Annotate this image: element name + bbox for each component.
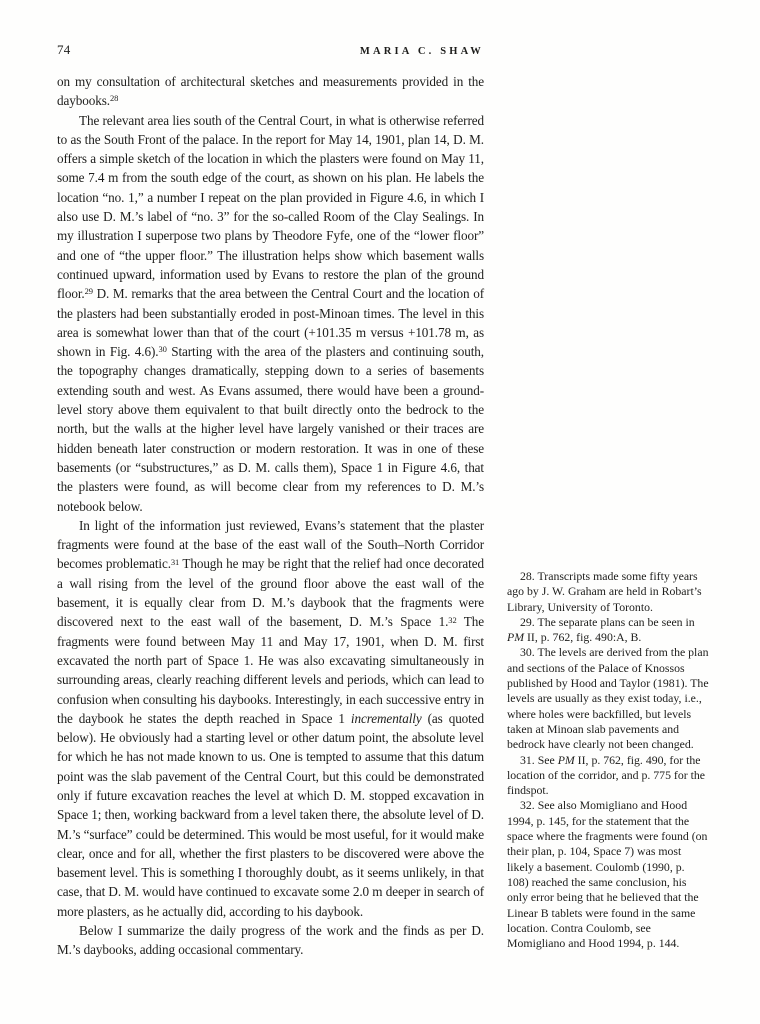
paragraph: The relevant area lies south of the Central Court, in what is otherwise referred to as the South Front of the palace. In the report for May 14, 1901, plan 14, D. M. offers a simple sketch of the location in which the plasters were found on May 11, some 7.4 m from the south edge of the court, as shown on his plan. He labels the location “no. 1,” a number I repeat on the plan provided in Figure 4.6, in which I also use D. M.’s label of “no. 3” for the so-called Room of the Clay Sealings. In my illustration I superpose two plans by Theodore Fyfe, one of the “lower floor” and one of “the upper floor.” The illustration helps show which basement walls continued upward, information used by Evans to restore the plan of the ground floor.$^{29}$ D. M. remarks that the area between the Central Court and the location of the plasters had been substantially eroded in post-Minoan times. The level in this area is somewhat lower than that of the court (+101.35 m versus +101.78 m, as shown in Fig. 4.6).$^{30}$ Starting with the area of the plasters and continuing south, the topography changes dramatically, stepping down to a series of basements extending south and west. As Evans assumed, there would have been a ground-level story above them equivalent to that built directly onto the bedrock to the north, but the walls at the higher level have largely vanished or their traces are hidden beneath later construction or modern restoration. It was in one of these basements (or “substructures,” as D. M. calls them), Space 1 in Figure 4.6, that the plasters were found, as will become clear from my references to D. M.’s notebook below. xyxy=(57,112,484,514)
running-head: MARIA C. SHAW xyxy=(359,46,484,57)
footnote: 30. The levels are derived from the plan and sections of the Palace of Knossos published by Hood and Taylor (1981). The levels are usually as they exist today, i.e., where holes were backfilled, but levels taken at Minoan slab pavements and bedrock have clearly not been changed. xyxy=(507,645,709,752)
footnote: 32. See also Momigliano and Hood 1994, p. 145, for the statement that the space where the fragments were found (on their plan, p. 104, Space 7) was most likely a basement. Coulomb (1990, p. 108) reached the same conclusion, his only error being that he believed that the Linear B tablets were found in the same location. Contra Coulomb, see Momigliano and Hood 1994, p. 144. xyxy=(507,798,708,951)
page-header xyxy=(57,42,484,58)
footnote: 28. Transcripts made some fifty years ago by J. W. Graham are held in Robart’s Library, University of Toronto. xyxy=(507,569,702,614)
main-text-column xyxy=(57,72,484,960)
footnotes-column xyxy=(507,569,709,951)
paragraph: Below I summarize the daily progress of the work and the finds as per D. M.’s daybooks, adding occasional commentary. xyxy=(57,923,484,958)
paragraph: In light of the information just reviewed, Evans’s statement that the plaster fragments were found at the base of the east wall of the South–North Corridor becomes problematic.$^{31}$ Though he may be right that the relief had once decorated a wall rising from the level of the ground floor above the east wall of the basement, it is equally clear from D. M.’s daybook that the fragments were discovered next to the east wall of the basement, D. M.’s Space 1.32 The fragments were found between May 11 and May 17, 1901, when D. M. first excavated the north part of Space 1. He was also excavating simultaneously in surrounding areas, clearly reaching different levels and periods, which can lead to confusion when consulting his daybooks. Interestingly, in each successive entry in the daybook he states the depth reached in Space 1 incrementally (as quoted below). He obviously had a starting level or other datum point, the absolute level for which he has not made known to us. One is tempted to assume that this datum point was the slab pavement of the Central Court, but this could be demonstrated only if future excavation reaches the level at which D. M. stopped excavation in Space 1; then, working backward from a level taken there, the absolute level of D. M.’s “surface” could be determined. This would be most useful, for it would make clear, once and for all, whether the first plasters to be discovered were above the basement level. This is something I thoroughly doubt, as it seems unlikely, in that case, that D. M. would have continued to excavate some 2.0 m deeper in search of more plasters, as he actually did, according to his daybook. xyxy=(57,517,484,919)
page-number: 74 xyxy=(57,42,71,57)
footnote: 29. The separate plans can be seen in PM II, p. 762, fig. 490:A, B. xyxy=(507,614,695,645)
footnote: 31. See PM II, p. 762, fig. 490, for the location of the corridor, and p. 775 for the findspot. xyxy=(507,752,706,798)
paragraph: on my consultation of architectural sketches and measurements provided in the daybooks.$^{28}$ xyxy=(57,74,484,109)
